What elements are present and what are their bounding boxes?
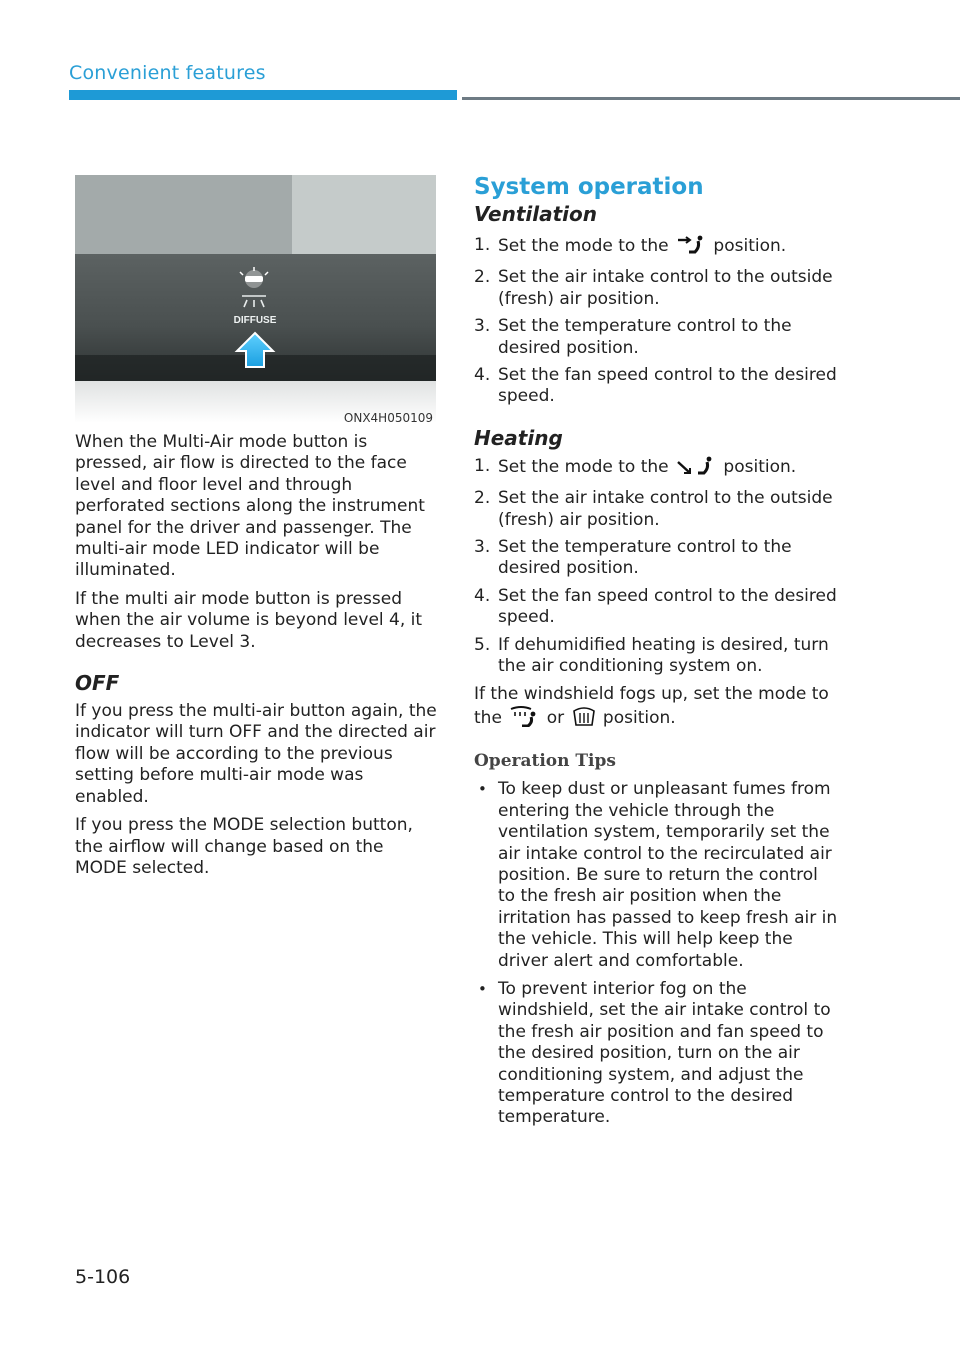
list-item: 1. Set the mode to the position. <box>474 456 839 482</box>
off-heading: OFF <box>75 671 120 696</box>
paragraph: When the Multi-Air mode button is pressed, air flow is directed to the face level and floor level and through perforated sections along the instrument panel for the driver and passenger. The multi-air mode LED indicator will be illuminated. <box>75 432 425 581</box>
list-item: 1. Set the mode to the position. <box>474 235 839 261</box>
section-title: System operation <box>474 174 704 200</box>
page-number: 5-106 <box>75 1266 131 1288</box>
figure-caption: ONX4H050109 <box>343 411 433 425</box>
defrost-icon <box>572 705 596 733</box>
defrost-floor-icon <box>509 705 539 733</box>
list-item: 2. Set the air intake control to the outside (fresh) air position. <box>474 267 833 309</box>
floor-vent-icon <box>676 456 716 482</box>
list-item: 5. If dehumidified heating is desired, turn the air conditioning system on. <box>474 634 829 677</box>
paragraph: If you press the multi-air button again, the indicator will turn OFF and the directed air flow will be according to the previous setting before multi-air mode was enabled. <box>75 701 437 807</box>
list-item: 3. Set the temperature control to the desired position. <box>474 316 792 358</box>
list-item: • To keep dust or unpleasant fumes from entering the vehicle through the ventilation system, temporarily set the air intake control to the recirculated air position. Be sure to return the control to the fresh air position when the irritation has passed to keep fresh air in the vehicle. This will help keep the driver alert and comfortable. <box>474 779 839 972</box>
paragraph: If the multi air mode button is pressed when the air volume is beyond level 4, it decreases to Level 3. <box>75 588 423 652</box>
right-column <box>474 172 839 1136</box>
list-item: 4. Set the fan speed control to the desired speed. <box>474 585 837 628</box>
list-item: 2. Set the air intake control to the outside (fresh) air position. <box>474 488 833 530</box>
section-header-title: Convenient features <box>69 62 266 84</box>
diffuse-button-illustration <box>75 175 436 423</box>
list-item: • To prevent interior fog on the windshield, set the air intake control to the fresh air position and fan speed to the desired position, turn on the air conditioning system, and adjust the temperature control to the desired temperature. <box>474 979 839 1129</box>
fog-paragraph: If the windshield fogs up, set the mode to the or position. <box>474 684 839 734</box>
heating-steps <box>474 456 839 678</box>
header-accent-bar <box>69 90 457 100</box>
diffuse-button-label: DIFFUSE <box>233 315 277 326</box>
heating-heading: Heating <box>474 425 563 450</box>
paragraph: If you press the MODE selection button, the airflow will change based on the MODE selected. <box>75 815 413 878</box>
ventilation-heading: Ventilation <box>474 202 597 226</box>
list-item: 3. Set the temperature control to the desired position. <box>474 537 792 579</box>
list-item: 4. Set the fan speed control to the desired speed. <box>474 365 837 407</box>
face-vent-icon <box>676 235 706 261</box>
ventilation-steps <box>474 235 839 408</box>
tips-list <box>474 779 839 1129</box>
operation-tips-heading: Operation Tips <box>474 751 616 772</box>
left-column <box>75 432 437 886</box>
header-rule <box>462 97 960 100</box>
